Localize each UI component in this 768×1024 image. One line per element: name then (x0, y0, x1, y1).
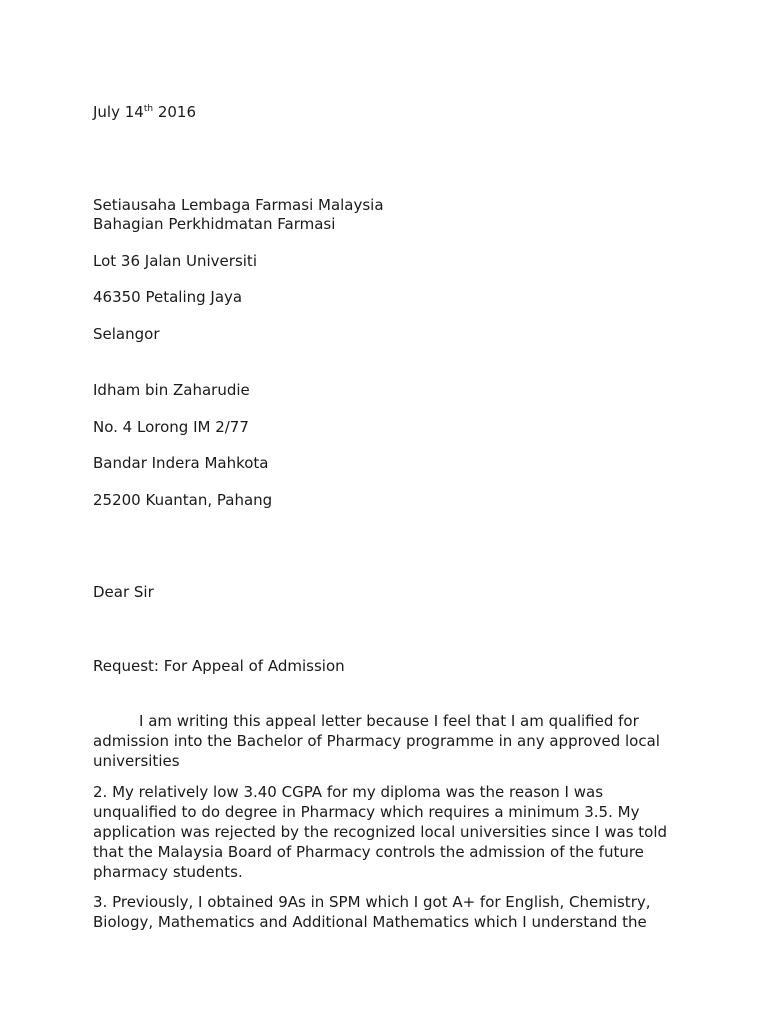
letter-date (93, 102, 196, 122)
sender-line-3: Bandar Indera Mahkota (93, 454, 269, 472)
recipient-line-1: Setiausaha Lembaga Farmasi Malaysia (93, 196, 384, 214)
recipient-line-2: Bahagian Perkhidmatan Farmasi (93, 215, 336, 233)
date-year: 2016 (153, 103, 197, 121)
body-paragraph-2: 2. My relatively low 3.40 CGPA for my diploma was the reason I was unqualified to do degree in Pharmacy which requires a minimum 3.5. My application was rejected by the recognized local universities since I was told that the Malaysia Board of Pharmacy controls the admission of the future pharmacy students. (93, 783, 668, 881)
body-paragraph-1-text: I am writing this appeal letter because I feel that I am qualified for admission into the Bachelor of Pharmacy programme in any approved local universities (93, 712, 660, 770)
sender-name: Idham bin Zaharudie (93, 381, 250, 399)
body-paragraph-3: 3. Previously, I obtained 9As in SPM which I got A+ for English, Chemistry, Biology, Mathematics and Additional Mathematics which I understand the (93, 893, 651, 931)
recipient-line-5: Selangor (93, 325, 160, 343)
date-ordinal-suffix: th (143, 104, 154, 114)
subject-line: Request: For Appeal of Admission (93, 657, 345, 675)
date-month-day: July 14 (93, 103, 144, 121)
recipient-line-4: 46350 Petaling Jaya (93, 288, 243, 306)
body-paragraph-1 (93, 711, 673, 771)
sender-line-2: No. 4 Lorong IM 2/77 (93, 418, 249, 436)
sender-line-4: 25200 Kuantan, Pahang (93, 491, 273, 509)
salutation: Dear Sir (93, 583, 154, 601)
recipient-line-3: Lot 36 Jalan Universiti (93, 252, 257, 270)
